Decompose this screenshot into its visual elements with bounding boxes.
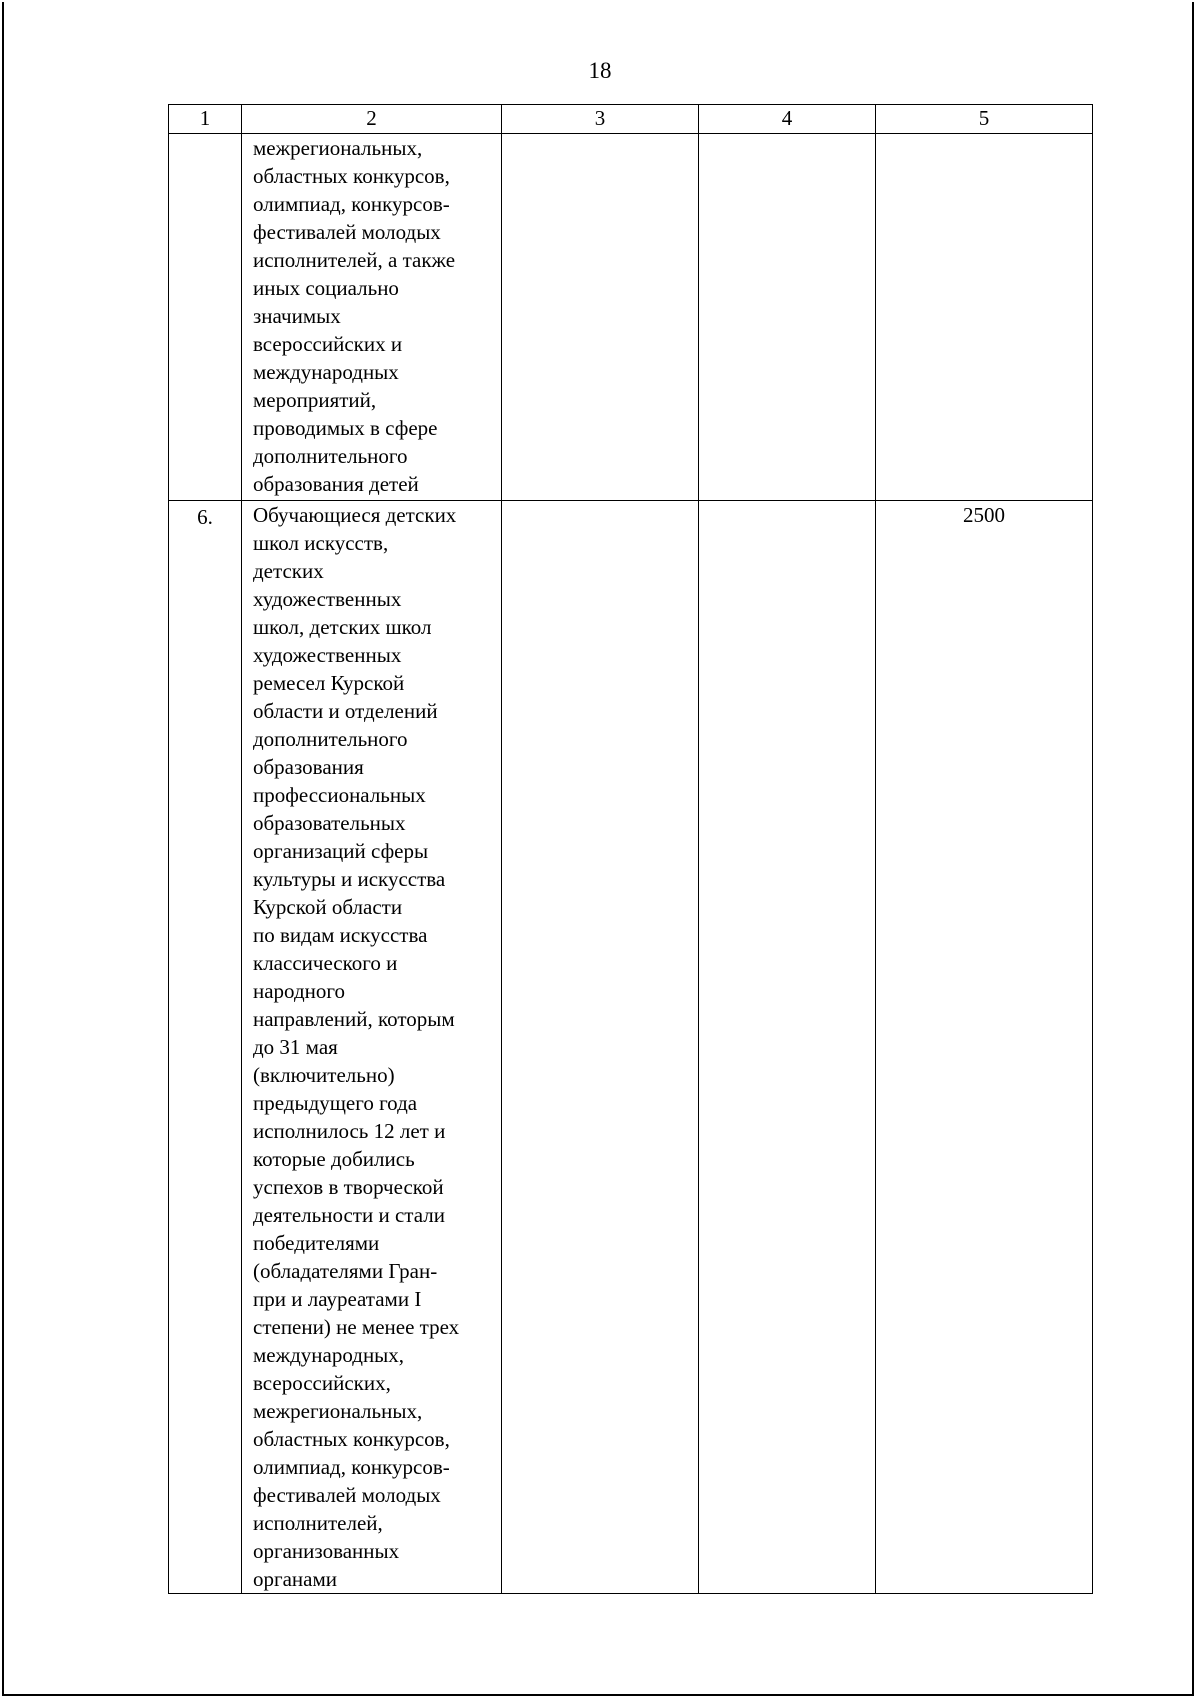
page-number: 18 — [588, 58, 612, 83]
row-number — [169, 134, 242, 501]
column-header-4: 4 — [699, 105, 876, 134]
row-col5-value: 2500 — [876, 501, 1093, 1594]
table-header-row — [169, 105, 1093, 134]
document-table — [168, 104, 1092, 1594]
row-number: 6. — [169, 501, 242, 1594]
column-header-1: 1 — [169, 105, 242, 134]
column-header-3: 3 — [502, 105, 699, 134]
row-col4-value — [699, 134, 876, 501]
table-row — [169, 501, 1093, 1594]
row-col5-value — [876, 134, 1093, 501]
row-category-text: межрегиональных, областных конкурсов, олимпиад, конкурсов- фестивалей молодых исполнителей, а также иных социально значимых всероссийских и международных мероприятий, проводимых в сфере дополнительного образования детей — [242, 134, 502, 501]
row-col3-value — [502, 134, 699, 501]
table-row — [169, 134, 1093, 501]
column-header-5: 5 — [876, 105, 1093, 134]
row-category-text: Обучающиеся детских школ искусств, детских художественных школ, детских школ художественных ремесел Курской области и отделений дополнительного образования профессиональных образовательных организаций сферы культуры и искусства Курской области по видам искусства классического и народного направлений, которым до 31 мая (включительно) предыдущего года исполнилось 12 лет и которые добились успехов в творческой деятельности и стали победителями (обладателями Гран- при и лауреатами I степени) не менее трех международных, всероссийских, межрегиональных, областных конкурсов, олимпиад, конкурсов- фестивалей молодых исполнителей, организованных органами — [242, 501, 502, 1594]
column-header-2: 2 — [242, 105, 502, 134]
row-col3-value — [502, 501, 699, 1594]
row-col4-value — [699, 501, 876, 1594]
payment-table — [168, 104, 1093, 1594]
